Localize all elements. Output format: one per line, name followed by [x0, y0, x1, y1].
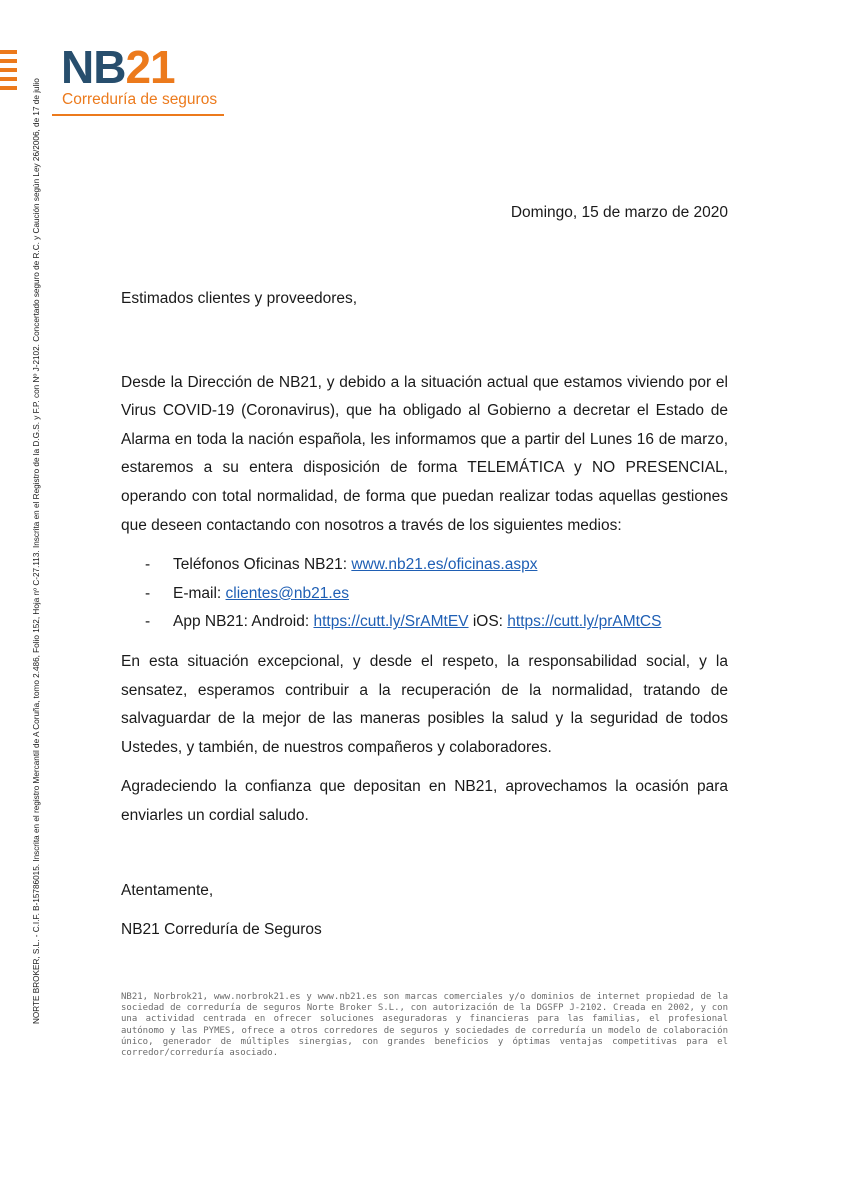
email-link[interactable]: clientes@nb21.es	[225, 584, 349, 602]
email-label: E-mail:	[173, 584, 226, 602]
paragraph-responsibility: En esta situación excepcional, y desde el respeto, la responsabilidad social, y la sensatez, esperamos contribuir a la recuperación de la normalidad, tratando de salvaguardar de la mejor de las maneras posibles la salud y la seguridad de todos Ustedes, y también, de nuestros compañeros y colaboradores.	[121, 652, 728, 756]
app-label: App NB21: Android:	[173, 613, 314, 631]
paragraph-announcement: Desde la Dirección de NB21, y debido a la situación actual que estamos viviendo por el Virus COVID-19 (Coronavirus), que ha obligado al Gobierno a decretar el Estado de Alarma en toda la nación española, les informamos que a partir del Lunes 16 de marzo, estaremos a su entera disposición de forma TELEMÁTICA y NO PRESENCIAL, operando con total normalidad, de forma que puedan realizar todas aquellas gestiones que deseen contactando con nosotros a través de los siguientes medios:	[121, 373, 728, 534]
letter-greeting: Estimados clientes y proveedores,	[121, 290, 358, 307]
phones-link[interactable]: www.nb21.es/oficinas.aspx	[351, 556, 538, 574]
letter-signature: NB21 Correduría de Seguros	[121, 921, 322, 939]
logo-bars-icon	[0, 50, 18, 95]
ios-app-link[interactable]: https://cutt.ly/prAMtCS	[507, 613, 662, 631]
letter-body	[121, 285, 728, 956]
list-dash: -	[145, 613, 151, 631]
footer-disclaimer: NB21, Norbrok21, www.norbrok21.es y www.nb21.es son marcas comerciales y/o dominios de internet propiedad de la sociedad de correduría de seguros Norte Broker S.L., con autorización de la DGSFP J-2102. Creada en 2002, y con una actividad centrada en ofrecer soluciones aseguradoras y financieras para las familias, el profesional autónomo y las PYMES, ofrece a otros corredores de seguros y sociedades de correduría un modelo de colaboración único, generador de múltiples sinergias, con grandes beneficios y óptimas ventajas competitivas para el corredor/correduría asociado.	[121, 992, 728, 1059]
letter-closing-block	[121, 877, 728, 945]
contact-list	[121, 551, 728, 637]
list-dash: -	[145, 584, 151, 602]
android-app-link[interactable]: https://cutt.ly/SrAMtEV	[313, 613, 469, 631]
logo-mark-number: 21	[125, 41, 175, 93]
ios-label: iOS:	[468, 613, 508, 631]
contact-item-email	[121, 580, 728, 609]
logo-underline	[52, 114, 224, 116]
side-legal-text: NORTE BROKER, S.L. - C.I.F. B-15786015. Inscrita en el registro Mercantil de A Coruña, tomo 2.486, Folio 152, Hoja nº C-27.113. Inscrita en el Registro de la D.G.S. y F.P. con Nº J-2102. Concertado seguro de R.C. y Caución según Ley 26/2006, de 17 de julio	[32, 78, 41, 1024]
contact-item-phones	[121, 551, 728, 580]
contact-item-app	[121, 608, 728, 637]
letter-closing: Atentamente,	[121, 881, 214, 899]
logo-wordmark	[61, 41, 175, 93]
letter-date: Domingo, 15 de marzo de 2020	[510, 204, 728, 221]
logo-mark-prefix: NB	[61, 41, 126, 93]
paragraph-thanks: Agradeciendo la confianza que depositan en NB21, aprovechamos la ocasión para enviarles un cordial saludo.	[121, 778, 728, 824]
phones-label: Teléfonos Oficinas NB21:	[173, 556, 352, 574]
list-dash: -	[145, 556, 151, 574]
logo-subtitle: Correduría de seguros	[62, 91, 218, 108]
